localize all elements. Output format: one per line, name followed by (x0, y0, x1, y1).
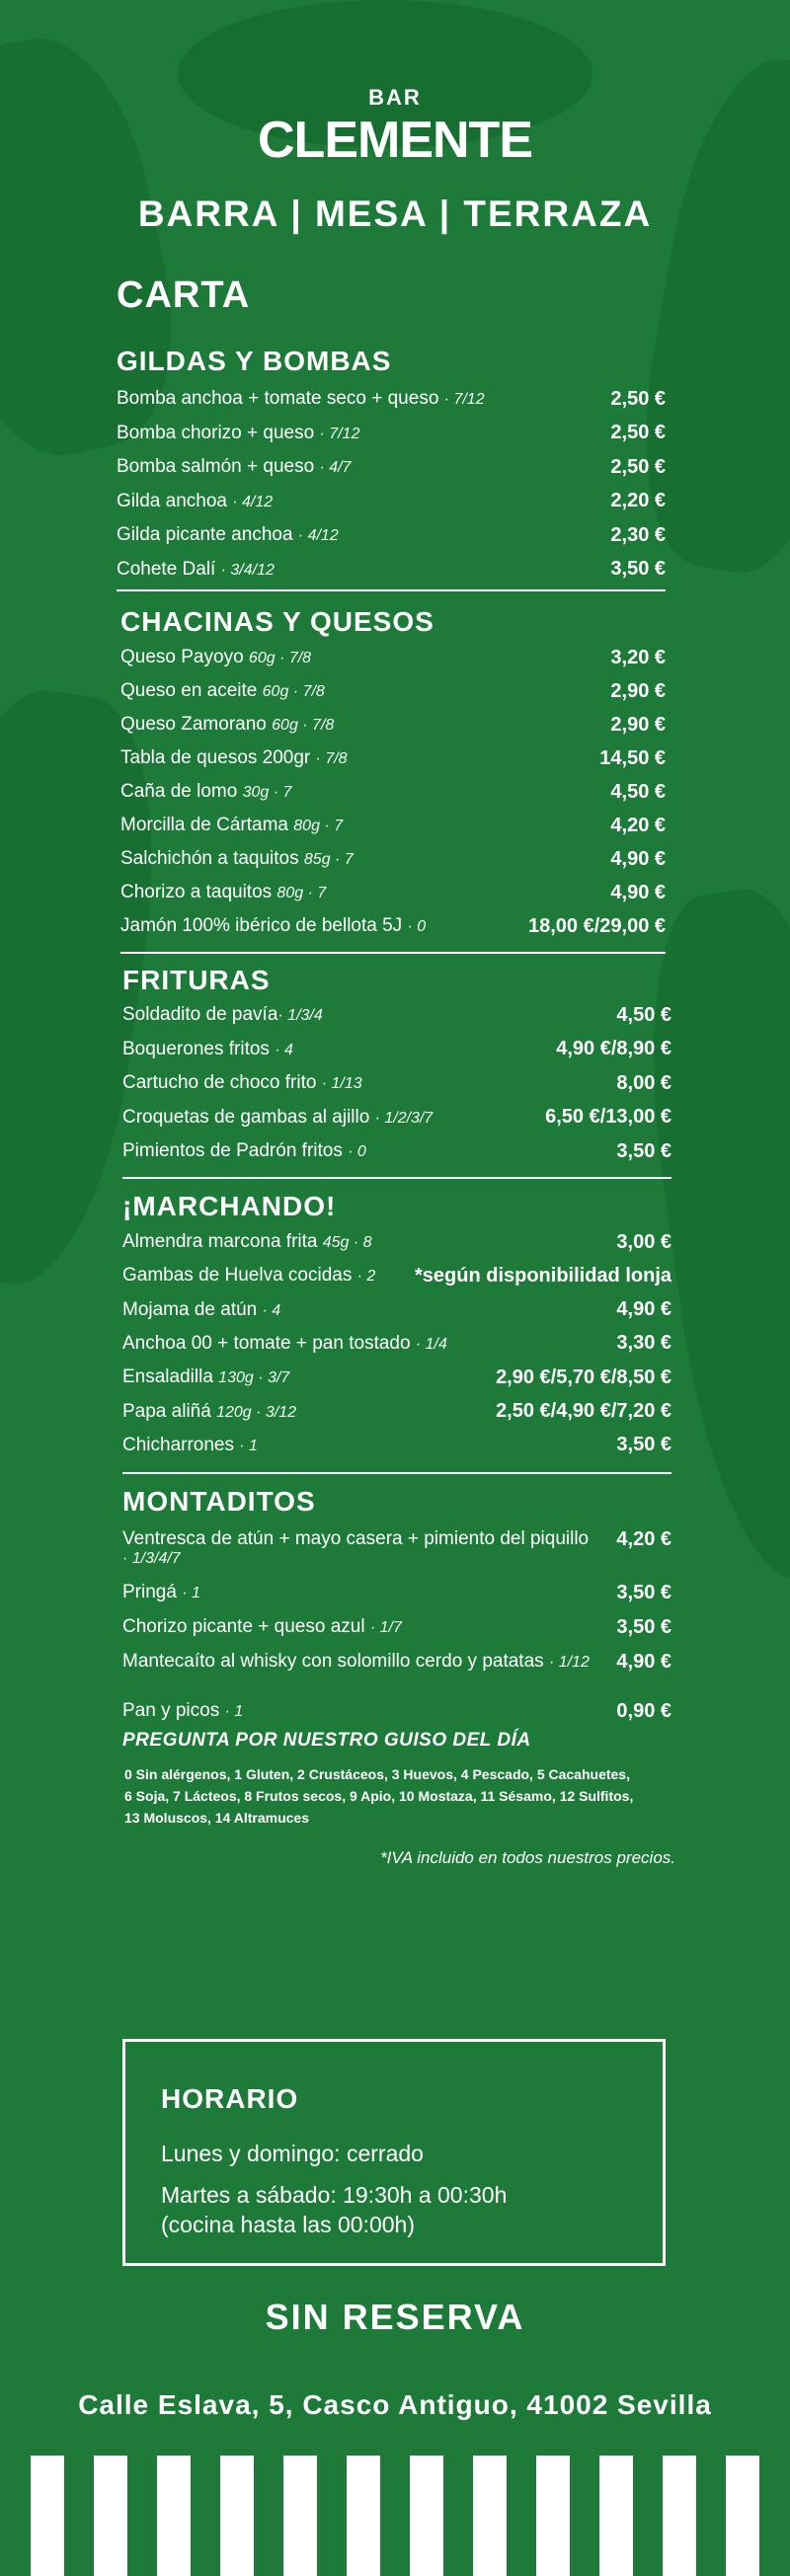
menu-item-price: 2,30 € (610, 523, 666, 546)
menu-item-allergens: · 1 (182, 1585, 200, 1601)
menu-item (122, 1295, 672, 1325)
menu-item-price: 6,50 €/13,00 € (545, 1106, 672, 1128)
menu-item-allergens: · 1 (239, 1437, 258, 1454)
menu-item-allergens: 80g · 7 (293, 818, 344, 834)
menu-title: CARTA (117, 274, 251, 316)
striped-footer (0, 2456, 790, 2576)
menu-item (122, 1431, 672, 1460)
menu-item-price: 2,50 € (610, 422, 666, 443)
menu-item (117, 487, 666, 516)
menu-item-allergens: · 4 (275, 1041, 293, 1058)
menu-item-name: Chicharrones · 1 (122, 1434, 258, 1455)
menu-item (117, 555, 666, 585)
menu-item-allergens: · 7/12 (319, 425, 360, 442)
menu-item-price: 2,50 € (610, 455, 666, 478)
menu-item-name: Queso en aceite 60g · 7/8 (120, 680, 325, 701)
menu-item (120, 710, 666, 740)
allergens-legend: 0 Sin alérgenos, 1 Gluten, 2 Crustáceos, 3 Huevos, 4 Pescado, 5 Cacahuetes, 6 Soja, 7 Lácteos, 8 Frutos secos, 9 Apio, 10 Mostaza, 11 Sésamo, 12 Sulfitos, 13 Moluscos, 14 Altramuces (124, 1766, 634, 1826)
menu-item (122, 1548, 672, 1568)
menu-item-allergens: · 1/3/4 (277, 1007, 323, 1024)
menu-item-allergens: 30g · 7 (242, 784, 292, 801)
menu-item-price: 3,50 € (616, 1434, 672, 1456)
menu-item-name: Queso Payoyo 60g · 7/8 (120, 647, 312, 667)
menu-item-name: Tabla de quesos 200gr · 7/8 (120, 747, 348, 768)
menu-item-price: 8,00 € (616, 1071, 672, 1094)
menu-item-allergens: · 2 (356, 1268, 376, 1286)
stripe (599, 2456, 633, 2576)
menu-item-name: Pan y picos · 1 (122, 1700, 244, 1721)
section-title: GILDAS Y BOMBAS (117, 346, 392, 376)
menu-item-name: Chorizo picante + queso azul · 1/7 (122, 1616, 402, 1637)
menu-item-price: 2,20 € (610, 490, 666, 511)
menu-item-price: 4,20 € (610, 814, 666, 836)
menu-item-price: 3,20 € (610, 646, 666, 668)
menu-item-name: Chorizo a taquitos 80g · 7 (120, 882, 327, 902)
menu-item (120, 811, 666, 840)
menu-item-allergens: 80g · 7 (276, 885, 327, 901)
menu-item (122, 1103, 672, 1132)
stripe (536, 2456, 570, 2576)
menu-item-allergens: · 4/12 (232, 493, 274, 510)
menu-item-allergens: · 0 (348, 1143, 366, 1160)
menu-item-name: Gilda anchoa · 4/12 (117, 490, 274, 511)
menu-item (120, 743, 666, 773)
menu-item-name: Morcilla de Cártama 80g · 7 (120, 815, 344, 835)
menu-item-allergens: · 7/8 (315, 750, 348, 767)
menu-item-allergens: · 1/4 (415, 1335, 447, 1353)
menu-item-name: Cohete Dalí · 3/4/12 (117, 558, 275, 580)
menu-item-allergens: · 4/7 (319, 459, 352, 476)
menu-item-price: 3,50 € (616, 1139, 672, 1162)
menu-item-name: Soldadito de pavía· 1/3/4 (122, 1004, 323, 1025)
menu-item-price: 2,90 €/5,70 €/8,50 € (496, 1366, 672, 1388)
horario-title: HORARIO (161, 2083, 299, 2114)
menu-item (122, 1397, 672, 1427)
menu-item-allergens: 120g · 3/12 (216, 1403, 297, 1421)
menu-item-name: Anchoa 00 + tomate + pan tostado · 1/4 (122, 1332, 447, 1354)
menu-item (122, 1363, 672, 1392)
horario-box (122, 2039, 666, 2266)
menu-item-price: 4,50 € (610, 780, 666, 803)
stripe (663, 2456, 696, 2576)
menu-item-price: 4,90 € (610, 881, 666, 903)
menu-item-name: Ensaladilla 130g · 3/7 (122, 1366, 290, 1388)
menu-item (117, 520, 666, 550)
menu-item-name: Bomba anchoa + tomate seco + queso · 7/12 (117, 388, 485, 409)
menu-item-price: 4,50 € (616, 1003, 672, 1026)
menu-item (122, 1578, 672, 1607)
menu-item-price: 2,50 €/4,90 €/7,20 € (496, 1400, 672, 1422)
menu-item-name: Pringá · 1 (122, 1582, 200, 1602)
stripe (94, 2456, 127, 2576)
menu-item-name (122, 1547, 181, 1569)
menu-item-name: Pimientos de Padrón fritos · 0 (122, 1140, 366, 1161)
menu-item (120, 878, 666, 907)
menu-item-price: 4,90 € (610, 847, 666, 870)
stripe (31, 2456, 64, 2576)
menu-item-price: 14,50 € (599, 746, 666, 769)
stripe (410, 2456, 443, 2576)
horario-closed-days: Lunes y domingo: cerrado (161, 2141, 424, 2166)
stripe (220, 2456, 254, 2576)
menu-item-allergens: · 1/3/4/7 (122, 1550, 181, 1567)
menu-item-name: Queso Zamorano 60g · 7/8 (120, 714, 335, 735)
menu-item-price: 3,00 € (616, 1230, 672, 1253)
menu-item-name: Mojama de atún · 4 (122, 1298, 281, 1320)
stripe (347, 2456, 380, 2576)
menu-item (122, 1136, 672, 1166)
menu-item (120, 777, 666, 807)
menu-item-allergens: 60g · 7/8 (272, 717, 335, 734)
menu-item (120, 911, 666, 941)
menu-item-price: 4,90 € (616, 1298, 672, 1321)
menu-item-price: 3,50 € (616, 1615, 672, 1638)
menu-item-name: Bomba salmón + queso · 4/7 (117, 456, 352, 477)
menu-item (122, 1647, 672, 1677)
menu-item-allergens: · 1/12 (548, 1654, 590, 1671)
section-divider (117, 589, 666, 591)
stripe (157, 2456, 191, 2576)
stripe (473, 2456, 507, 2576)
menu-item-name: Almendra marcona frita 45g · 8 (122, 1231, 372, 1252)
section-title: ¡MARCHANDO! (122, 1191, 337, 1221)
menu-item (122, 1612, 672, 1642)
menu-item-price: 4,20 € (616, 1527, 672, 1550)
menu-item-allergens: · 1 (224, 1703, 244, 1720)
menu-item-allergens: 130g · 3/7 (218, 1369, 290, 1387)
menu-item-name: Papa aliñá 120g · 3/12 (122, 1400, 297, 1422)
menu-item (122, 1261, 672, 1290)
section-divider (122, 1472, 672, 1474)
logo-name: CLEMENTE (258, 112, 532, 169)
menu-item-price: 4,90 € (616, 1650, 672, 1673)
menu-item-name: Gilda picante anchoa · 4/12 (117, 524, 339, 545)
horario-kitchen-hours: (cocina hasta las 00:00h) (161, 2212, 415, 2237)
menu-item-name: Croquetas de gambas al ajillo · 1/2/3/7 (122, 1106, 434, 1128)
menu-item-name: Mantecaíto al whisky con solomillo cerdo y patatas · 1/12 (122, 1651, 590, 1672)
section-title: CHACINAS Y QUESOS (120, 606, 434, 637)
menu-item-price: 4,90 €/8,90 € (556, 1038, 672, 1059)
menu-item-name: Boquerones fritos · 4 (122, 1038, 293, 1059)
menu-item (117, 419, 666, 448)
menu-item-allergens: · 1/13 (321, 1075, 362, 1092)
stripe (726, 2456, 759, 2576)
iva-note: *IVA incluido en todos nuestros precios. (380, 1848, 675, 1867)
menu-item-price: 3,50 € (616, 1581, 672, 1603)
sin-reserva-notice: SIN RESERVA (265, 2297, 525, 2337)
menu-item (120, 643, 666, 672)
menu-item-allergens: · 4/12 (297, 527, 339, 544)
menu-item-price: 0,90 € (616, 1699, 672, 1722)
menu-item-allergens: · 1/2/3/7 (374, 1109, 434, 1127)
menu-item-price: 2,90 € (610, 713, 666, 736)
tagline: BARRA | MESA | TERRAZA (137, 194, 653, 234)
menu-item (120, 676, 666, 706)
menu-item-allergens: 60g · 7/8 (262, 683, 325, 700)
menu-item (122, 1696, 672, 1726)
menu-item (122, 1068, 672, 1098)
menu-item-price: 2,50 € (610, 387, 666, 410)
section-divider (120, 952, 666, 954)
guiso-notice: PREGUNTA POR NUESTRO GUISO DEL DÍA (122, 1730, 531, 1751)
menu-item-allergens: · 4 (262, 1301, 281, 1319)
menu-item-note: *según disponibilidad lonja (414, 1264, 672, 1287)
menu-item (117, 384, 666, 414)
menu-item-allergens: · 1/7 (369, 1619, 402, 1636)
menu-item-allergens: · 3/4/12 (220, 561, 275, 579)
menu-item (120, 844, 666, 874)
menu-item-name: Jamón 100% ibérico de bellota 5J · 0 (120, 915, 427, 936)
menu-item-name: Salchichón a taquitos 85g · 7 (120, 848, 354, 869)
horario-open-hours: Martes a sábado: 19:30h a 00:30h (161, 2182, 508, 2208)
menu-item (117, 452, 666, 482)
menu-item-name: Caña de lomo 30g · 7 (120, 781, 292, 802)
menu-item-allergens: · 0 (407, 918, 427, 935)
menu-item (122, 1000, 672, 1030)
menu-item (122, 1329, 672, 1359)
menu-item-allergens: 60g · 7/8 (248, 650, 312, 666)
menu-item-allergens: 85g · 7 (303, 851, 354, 868)
logo-bar-text: BAR (368, 85, 422, 110)
menu-item-name: Gambas de Huelva cocidas · 2 (122, 1265, 376, 1287)
menu-item-price: 3,50 € (610, 558, 666, 580)
section-title: FRITURAS (122, 965, 271, 995)
menu-item-name: Ventresca de atún + mayo casera + pimiento del piquillo (122, 1528, 590, 1549)
menu-item-allergens: 45g · 8 (322, 1234, 372, 1251)
menu-item-price: 3,30 € (616, 1332, 672, 1355)
menu-item-name: Bomba chorizo + queso · 7/12 (117, 422, 360, 443)
menu-item-allergens: · 7/12 (443, 391, 485, 408)
menu-item-price: 18,00 €/29,00 € (527, 914, 666, 937)
menu-item-price: 2,90 € (610, 679, 666, 702)
section-divider (122, 1177, 672, 1179)
menu-item (122, 1035, 672, 1064)
stripe (283, 2456, 317, 2576)
menu-item-name: Cartucho de choco frito · 1/13 (122, 1072, 362, 1093)
section-title: MONTADITOS (122, 1486, 316, 1517)
address: Calle Eslava, 5, Casco Antiguo, 41002 Sevilla (78, 2389, 712, 2420)
menu-item (122, 1227, 672, 1257)
